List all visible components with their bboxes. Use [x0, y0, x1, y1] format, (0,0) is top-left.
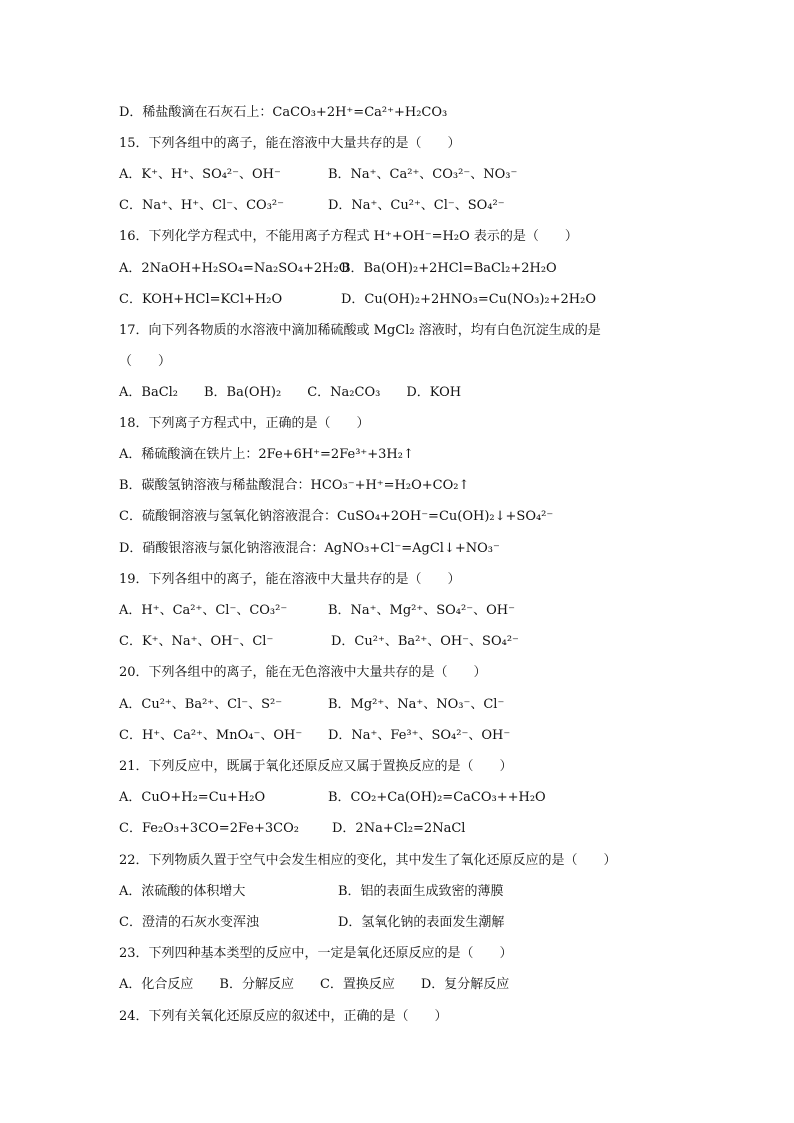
q22-option-c: C．澄清的石灰水变浑浊 — [119, 915, 259, 930]
q19-option-d: D．Cu²⁺、Ba²⁺、OH⁻、SO₄²⁻ — [331, 634, 519, 649]
q15-stem: 15．下列各组中的离子，能在溶液中大量共存的是（ ） — [119, 136, 461, 151]
q19-stem: 19．下列各组中的离子，能在溶液中大量共存的是（ ） — [119, 572, 461, 587]
q18-option-b: B．碳酸氢钠溶液与稀盐酸混合：HCO₃⁻+H⁺=H₂O+CO₂↑ — [119, 478, 470, 493]
q16-option-b: B．Ba(OH)₂+2HCl=BaCl₂+2H₂O — [341, 261, 557, 276]
q21-stem: 21．下列反应中，既属于氧化还原反应又属于置换反应的是（ ） — [119, 759, 513, 774]
q22-stem: 22．下列物质久置于空气中会发生相应的变化，其中发生了氧化还原反应的是（ ） — [119, 853, 617, 868]
q22-option-a: A．浓硫酸的体积增大 — [119, 884, 246, 899]
q18-option-d: D．硝酸银溶液与氯化钠溶液混合：AgNO₃+Cl⁻=AgCl↓+NO₃⁻ — [119, 541, 500, 556]
q19-option-a: A．H⁺、Ca²⁺、Cl⁻、CO₃²⁻ — [119, 603, 288, 618]
q21-option-a: A．CuO+H₂=Cu+H₂O — [119, 790, 266, 805]
q20-option-b: B．Mg²⁺、Na⁺、NO₃⁻、Cl⁻ — [328, 697, 505, 712]
q24-stem: 24．下列有关氧化还原反应的叙述中，正确的是（ ） — [119, 1009, 448, 1024]
q15-option-b: B．Na⁺、Ca²⁺、CO₃²⁻、NO₃⁻ — [328, 167, 518, 182]
q21-option-d: D．2Na+Cl₂=2NaCl — [332, 821, 466, 836]
q15-option-c: C．Na⁺、H⁺、Cl⁻、CO₃²⁻ — [119, 198, 284, 213]
q19-option-b: B．Na⁺、Mg²⁺、SO₄²⁻、OH⁻ — [328, 603, 515, 618]
q16-option-a: A．2NaOH+H₂SO₄=Na₂SO₄+2H₂O — [119, 261, 350, 276]
q17-stem-bracket: （ ） — [119, 354, 172, 369]
q22-option-d: D．氢氧化钠的表面发生潮解 — [338, 915, 505, 930]
q16-option-c: C．KOH+HCl=KCl+H₂O — [119, 292, 283, 307]
q17-stem: 17．向下列各物质的水溶液中滴加稀硫酸或 MgCl₂ 溶液时，均有白色沉淀生成的是 — [119, 323, 601, 338]
q15-option-d: D．Na⁺、Cu²⁺、Cl⁻、SO₄²⁻ — [328, 198, 505, 213]
q15-option-a: A．K⁺、H⁺、SO₄²⁻、OH⁻ — [119, 167, 281, 182]
q20-stem: 20．下列各组中的离子，能在无色溶液中大量共存的是（ ） — [119, 665, 487, 680]
q18-stem: 18．下列离子方程式中，正确的是（ ） — [119, 416, 370, 431]
q20-option-d: D．Na⁺、Fe³⁺、SO₄²⁻、OH⁻ — [328, 728, 511, 743]
q23-options: A．化合反应 B．分解反应 C．置换反应 D．复分解反应 — [119, 977, 510, 992]
q18-option-c: C．硫酸铜溶液与氢氧化钠溶液混合：CuSO₄+2OH⁻=Cu(OH)₂↓+SO₄²⁻ — [119, 509, 554, 524]
q14-option-d: D．稀盐酸滴在石灰石上：CaCO₃+2H⁺=Ca²⁺+H₂CO₃ — [119, 105, 448, 120]
q23-stem: 23．下列四种基本类型的反应中，一定是氧化还原反应的是（ ） — [119, 946, 513, 961]
q19-option-c: C．K⁺、Na⁺、OH⁻、Cl⁻ — [119, 634, 274, 649]
q16-stem: 16．下列化学方程式中，不能用离子方程式 H⁺+OH⁻=H₂O 表示的是（ ） — [119, 229, 578, 244]
q20-option-c: C．H⁺、Ca²⁺、MnO₄⁻、OH⁻ — [119, 728, 303, 743]
q21-option-c: C．Fe₂O₃+3CO=2Fe+3CO₂ — [119, 821, 299, 836]
q22-option-b: B．铝的表面生成致密的薄膜 — [338, 884, 504, 899]
q21-option-b: B．CO₂+Ca(OH)₂=CaCO₃++H₂O — [328, 790, 546, 805]
q20-option-a: A．Cu²⁺、Ba²⁺、Cl⁻、S²⁻ — [119, 697, 283, 712]
q17-options: A．BaCl₂ B．Ba(OH)₂ C．Na₂CO₃ D．KOH — [119, 385, 462, 400]
q18-option-a: A．稀硫酸滴在铁片上：2Fe+6H⁺=2Fe³⁺+3H₂↑ — [119, 447, 414, 462]
q16-option-d: D．Cu(OH)₂+2HNO₃=Cu(NO₃)₂+2H₂O — [341, 292, 597, 307]
